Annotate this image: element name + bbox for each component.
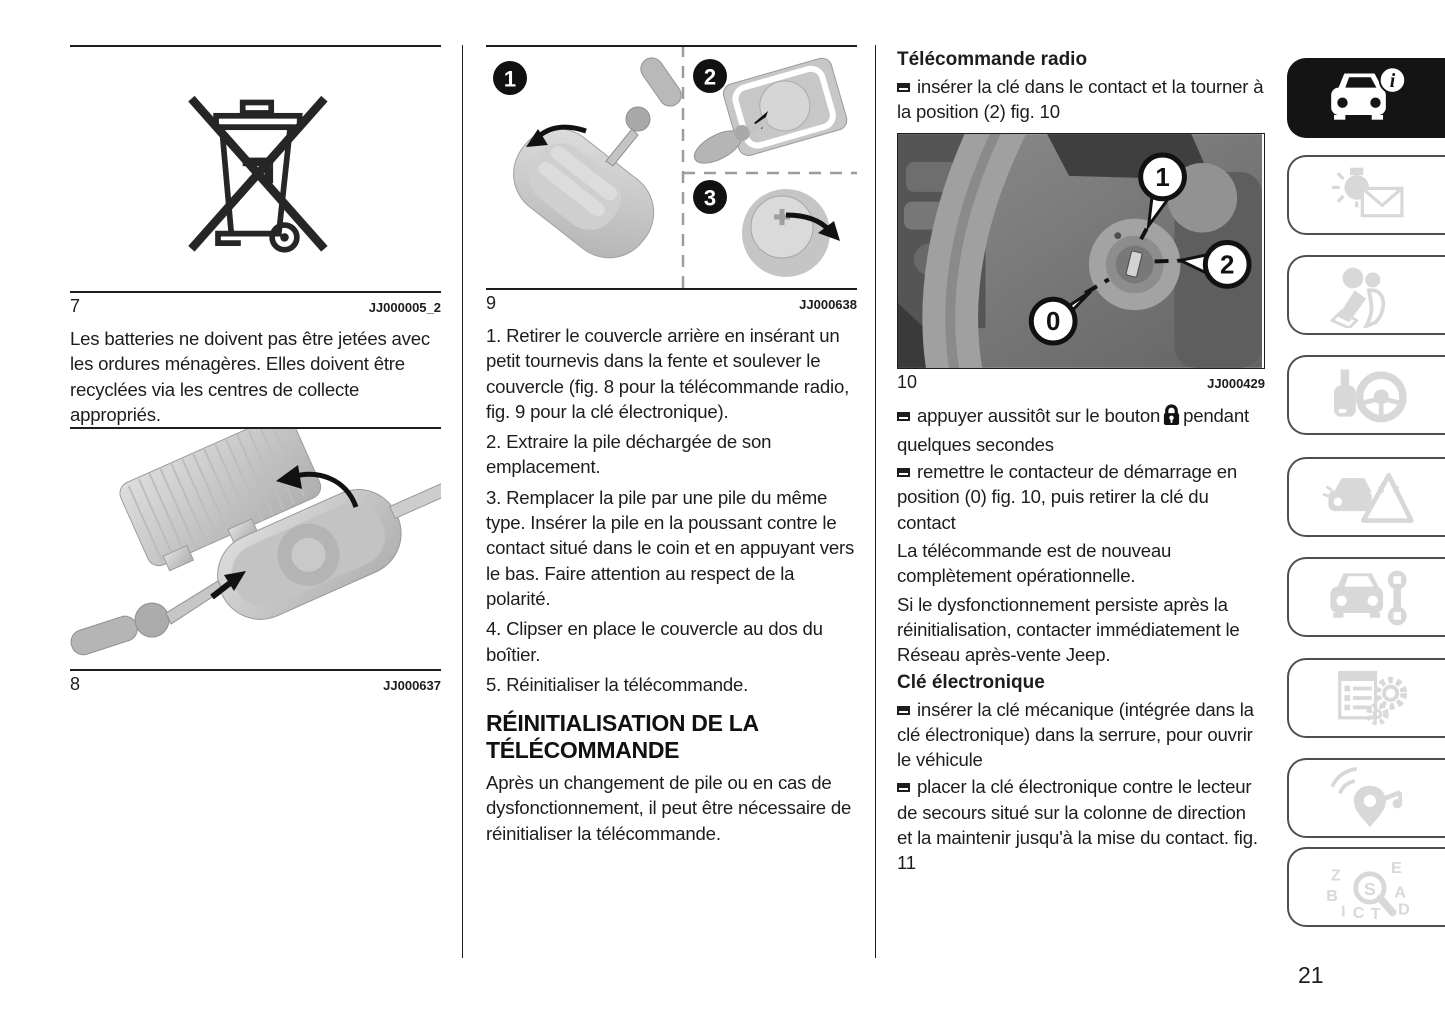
square-bullet-icon bbox=[897, 783, 910, 792]
figure-number: 10 bbox=[897, 371, 918, 392]
sidebar-tab-vehicle-info[interactable] bbox=[1287, 58, 1445, 138]
step-2: 2. Extraire la pile déchargée de son emplacement. bbox=[486, 431, 772, 478]
svg-text:T: T bbox=[1370, 905, 1381, 922]
bullet-insert-key: insérer la clé dans le contact et la tourner à la position (2) fig. 10 bbox=[897, 76, 1264, 123]
figure-9 bbox=[486, 45, 857, 315]
step-badge-1 bbox=[493, 61, 527, 95]
svg-text:1: 1 bbox=[1155, 163, 1170, 192]
reset-remote-paragraph: Après un changement de pile ou en cas de dysfonctionnement, il peut être nécessaire de réinitialiser la télécommande. bbox=[486, 772, 852, 844]
middle-column bbox=[486, 45, 857, 846]
step-3: 3. Remplacer la pile par une pile du même type. Insérer la pile en la poussant contre le contact situé dans le coin et en appuyant vers le bas. Faire attention au respect de la polarité. bbox=[486, 486, 855, 609]
sidebar-tab-index[interactable] bbox=[1287, 847, 1445, 927]
square-bullet-icon bbox=[897, 83, 910, 92]
svg-text:C: C bbox=[1352, 904, 1365, 922]
sidebar-tab-technical-data[interactable] bbox=[1287, 658, 1445, 738]
ignition-switch-photo bbox=[898, 134, 1262, 368]
svg-text:E: E bbox=[1391, 858, 1402, 877]
crossed-out-wheelie-bin-icon bbox=[170, 74, 342, 264]
figure-code: JJ000429 bbox=[1207, 375, 1265, 391]
svg-text:3: 3 bbox=[703, 185, 717, 211]
bullet-place-electronic-key: placer la clé électronique contre le lecteur de secours situé sur la colonne de direction et la maintenir jusqu'à la mise du contact. fig. 11 bbox=[897, 776, 1258, 874]
square-bullet-icon bbox=[897, 706, 910, 715]
svg-text:i: i bbox=[1389, 70, 1396, 93]
battery-disposal-paragraph: Les batteries ne doivent pas être jetées avec les ordures ménagères. Elles doivent être recyclées via les centres de collecte appropriés. bbox=[70, 328, 431, 425]
alphabetical-index-icon bbox=[1316, 852, 1420, 922]
persist-paragraph: Si le dysfonctionnement persiste après la réinitialisation, contacter immédiatement le Réseau après-vente Jeep. bbox=[897, 593, 1240, 666]
figure-code: JJ000005_2 bbox=[368, 300, 441, 315]
bullet-press-lock-button: appuyer aussitôt sur le bouton pendant quelques secondes bbox=[897, 404, 1249, 455]
operational-paragraph: La télécommande est de nouveau complètement opérationnelle. bbox=[897, 540, 1172, 587]
warning-light-message-icon bbox=[1316, 162, 1420, 228]
sidebar-tab-starting-driving[interactable] bbox=[1287, 355, 1445, 435]
step-4: 4. Clipser en place le couvercle au dos du boîtier. bbox=[486, 618, 823, 665]
sidebar-tab-multimedia[interactable] bbox=[1287, 758, 1445, 838]
svg-text:1: 1 bbox=[503, 66, 517, 92]
key-steering-icon bbox=[1316, 362, 1420, 428]
figure-number: 7 bbox=[70, 296, 81, 316]
figure-10 bbox=[897, 133, 1265, 394]
step-5: 5. Réinitialiser la télécommande. bbox=[486, 673, 749, 695]
square-bullet-icon bbox=[897, 468, 910, 477]
electronic-key-heading: Clé électronique bbox=[897, 671, 1045, 693]
svg-text:B: B bbox=[1326, 887, 1338, 906]
column-divider-left bbox=[462, 45, 463, 958]
svg-text:0: 0 bbox=[1045, 307, 1061, 336]
sidebar-tab-warning-lights[interactable] bbox=[1287, 155, 1445, 235]
column-divider-right bbox=[875, 45, 876, 958]
step-badge-2 bbox=[693, 59, 727, 93]
electronic-key-battery-steps-illustration bbox=[486, 45, 857, 290]
svg-text:I: I bbox=[1341, 902, 1346, 921]
figure-number: 8 bbox=[70, 674, 81, 695]
sidebar-tab-emergency[interactable] bbox=[1287, 457, 1445, 537]
figure-number: 9 bbox=[486, 293, 497, 313]
figure-code: JJ000637 bbox=[383, 678, 441, 694]
left-column bbox=[70, 45, 441, 696]
lock-icon bbox=[1162, 403, 1181, 432]
square-bullet-icon bbox=[897, 412, 910, 421]
car-warning-triangle-icon bbox=[1316, 464, 1420, 530]
radio-remote-heading: Télécommande radio bbox=[897, 49, 1088, 70]
reset-remote-heading: RÉINITIALISATION DE LA TÉLÉCOMMANDE bbox=[486, 710, 758, 764]
svg-text:Z: Z bbox=[1330, 866, 1341, 885]
svg-text:A: A bbox=[1394, 883, 1406, 902]
sidebar-tab-servicing[interactable] bbox=[1287, 557, 1445, 637]
figure-7 bbox=[70, 45, 441, 318]
sidebar-tab-safety[interactable] bbox=[1287, 255, 1445, 335]
svg-text:S: S bbox=[1363, 878, 1376, 899]
figure-code: JJ000638 bbox=[799, 297, 857, 312]
page-number: 21 bbox=[1298, 962, 1324, 988]
battery-replacement-steps bbox=[486, 323, 857, 697]
car-info-icon bbox=[1315, 65, 1419, 131]
key-fob-open-illustration bbox=[70, 427, 441, 671]
svg-text:D: D bbox=[1398, 900, 1410, 919]
svg-text:2: 2 bbox=[1220, 251, 1235, 280]
right-column bbox=[897, 45, 1265, 878]
car-wrench-icon bbox=[1316, 564, 1420, 630]
step-1: 1. Retirer le couvercle arrière en insérant un petit tournevis dans la fente et soulever le couvercle (fig. 8 pour la télécommande radio, fig. 9 pour la clé électronique). bbox=[486, 325, 850, 422]
multimedia-navigation-icon bbox=[1316, 765, 1420, 831]
svg-text:2: 2 bbox=[703, 64, 717, 90]
bullet-insert-mechanical-key: insérer la clé mécanique (intégrée dans la clé électronique) dans la serrure, pour ouvrir le véhicule bbox=[897, 698, 1254, 771]
step-badge-3 bbox=[693, 180, 727, 214]
airbag-icon bbox=[1316, 262, 1420, 328]
specs-gears-icon bbox=[1316, 665, 1420, 731]
figure-8 bbox=[70, 427, 441, 696]
bullet-return-ignition: remettre le contacteur de démarrage en position (0) fig. 10, puis retirer la clé du contact bbox=[897, 461, 1238, 533]
